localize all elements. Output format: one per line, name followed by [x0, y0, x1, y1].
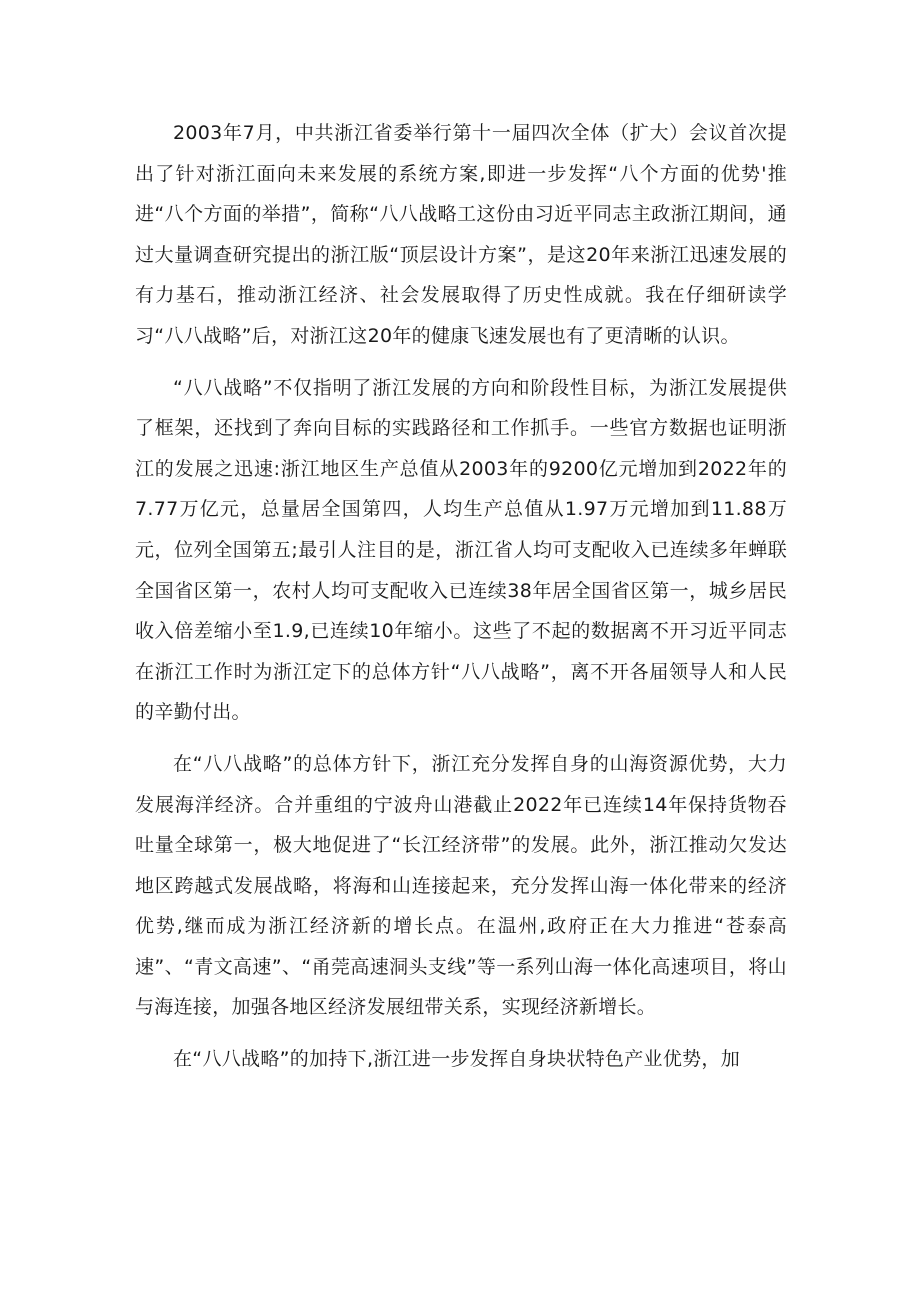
paragraph-4: 在“八八战略”的加持下,浙江进一步发挥自身块状特色产业优势，加 [173, 1048, 741, 1071]
paragraph-2: “八八战略”不仅指明了浙江发展的方向和阶段性目标，为浙江发展提供了框架，还找到了奔向目标的实践路径和工作抓手。一些官方数据也证明浙江的发展之迅速:浙江地区生产总值从2003年的9200亿元增加到2022年的7.77万亿元，总量居全国第四，人均生产总值从1.97万元增加到11.88万元，位列全国第五;最引人注目的是，浙江省人均可支配收入已连续多年蝉联全国省区第一，农村人均可支配收入已连续38年居全国省区第一，城乡居民收入倍差缩小至1.9,已连续10年缩小。这些了不起的数据离不开习近平同志在浙江工作时为浙江定下的总体方针“八八战略”，离不开各届领导人和人民的辛勤付出。 [135, 376, 787, 724]
paragraph-3: 在“八八战略”的总体方针下，浙江充分发挥自身的山海资源优势，大力发展海洋经济。合并重组的宁波舟山港截止2022年已连续14年保持货物吞吐量全球第一，极大地促进了“长江经济带”的发展。此外，浙江推动欠发达地区跨越式发展战略，将海和山连接起来，充分发挥山海一体化带来的经济优势,继而成为浙江经济新的增长点。在温州,政府正在大力推进“苍泰高速”、“青文高速”、“甬莞高速洞头支线”等一系列山海一体化高速项目，将山与海连接，加强各地区经济发展纽带关系，实现经济新增长。 [135, 752, 787, 1019]
document-body [135, 113, 787, 1080]
paragraph-1: 2003年7月，中共浙江省委举行第十一届四次全体（扩大）会议首次提出了针对浙江面向未来发展的系统方案,即进一步发挥“八个方面的优势'推进“八个方面的举措”，简称“八八战略工这份由习近平同志主政浙江期间，通过大量调查研究提出的浙江版“顶层设计方案”，是这20年来浙江迅速发展的有力基石，推动浙江经济、社会发展取得了历史性成就。我在仔细研读学习“八八战略”后，对浙江这20年的健康飞速发展也有了更清晰的认识。 [135, 122, 787, 347]
